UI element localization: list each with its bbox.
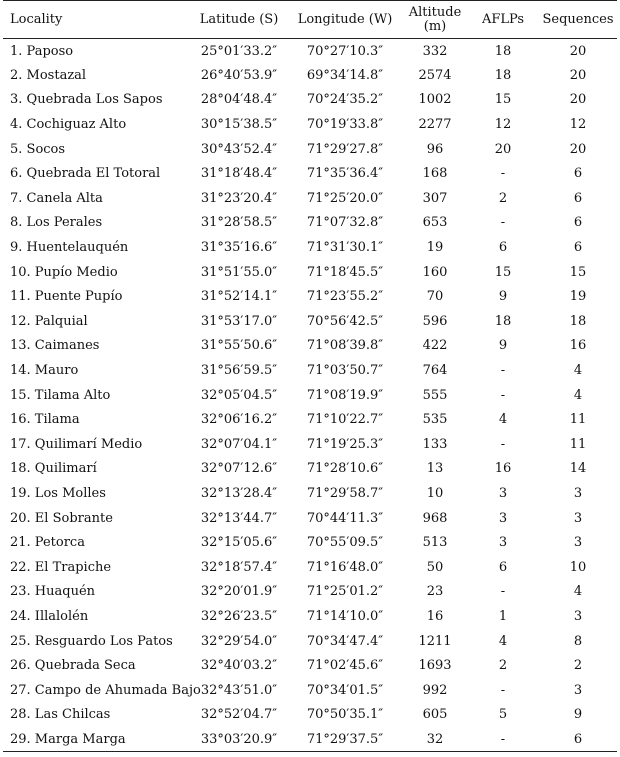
- table-row: [3, 137, 617, 162]
- cell-altitude: 50: [426, 559, 444, 575]
- cell-latitude: 32°05′04.5″: [200, 387, 278, 403]
- table-row: [3, 457, 617, 482]
- cell-locality: 8. Los Perales: [10, 215, 103, 231]
- table-row: [3, 334, 617, 359]
- table-row: [3, 383, 617, 408]
- cell-locality: 2. Mostazal: [10, 67, 87, 83]
- cell-sequences: 19: [569, 289, 587, 305]
- cell-aflps: -: [500, 166, 506, 182]
- cell-altitude: 2574: [418, 67, 452, 83]
- cell-aflps: 2: [498, 658, 508, 674]
- cell-locality: 14. Mauro: [10, 363, 79, 379]
- cell-altitude: 96: [426, 141, 444, 157]
- cell-aflps: 1: [498, 608, 508, 624]
- cell-locality: 13. Caimanes: [10, 338, 100, 354]
- cell-locality: 29. Marga Marga: [3, 727, 191, 752]
- table-row: [3, 555, 617, 580]
- cell-locality: 19. Los Molles: [10, 485, 106, 501]
- cell-longitude: 71°31′30.1″: [306, 240, 384, 256]
- cell-aflps: 4: [498, 412, 508, 428]
- cell-altitude: 13: [426, 461, 444, 477]
- cell-sequences: 20: [569, 43, 587, 59]
- cell-sequences: 14: [569, 461, 587, 477]
- table-row: [3, 703, 617, 728]
- cell-sequences: 2: [573, 658, 583, 674]
- cell-latitude: 32°29′54.0″: [200, 633, 278, 649]
- cell-sequences: 6: [573, 166, 583, 182]
- cell-latitude: 31°18′48.4″: [200, 166, 278, 182]
- header-aflps: AFLPs: [467, 1, 539, 39]
- table-row: [3, 653, 617, 678]
- cell-altitude: 133: [422, 436, 448, 452]
- cell-aflps: -: [467, 727, 539, 752]
- cell-altitude: 70: [426, 289, 444, 305]
- cell-longitude: 71°29′27.8″: [306, 141, 384, 157]
- cell-latitude: 28°04′48.4″: [200, 92, 278, 108]
- cell-latitude: 32°43′51.0″: [200, 682, 278, 698]
- cell-locality: 22. El Trapiche: [10, 559, 112, 575]
- cell-aflps: -: [500, 363, 506, 379]
- cell-altitude: 1002: [418, 92, 452, 108]
- table-row: [3, 63, 617, 88]
- cell-latitude: 31°56′59.5″: [200, 363, 278, 379]
- cell-latitude: 31°53′17.0″: [200, 313, 278, 329]
- cell-locality: 28. Las Chilcas: [10, 707, 111, 723]
- cell-altitude: 10: [426, 485, 444, 501]
- cell-aflps: -: [500, 436, 506, 452]
- cell-locality: 10. Pupío Medio: [10, 264, 118, 280]
- cell-sequences: 6: [539, 727, 617, 752]
- cell-sequences: 3: [573, 535, 583, 551]
- table-row: [3, 629, 617, 654]
- header-row: [3, 1, 617, 39]
- cell-altitude: 764: [422, 363, 448, 379]
- table-row: [3, 604, 617, 629]
- cell-sequences: 11: [569, 412, 587, 428]
- cell-longitude: 70°27′10.3″: [306, 43, 384, 59]
- cell-aflps: 9: [498, 289, 508, 305]
- cell-aflps: 16: [494, 461, 512, 477]
- cell-longitude: 71°18′45.5″: [306, 264, 384, 280]
- cell-latitude: 30°43′52.4″: [200, 141, 278, 157]
- cell-aflps: 15: [494, 92, 512, 108]
- table-row: [3, 309, 617, 334]
- cell-locality: 9. Huentelauquén: [10, 240, 129, 256]
- cell-sequences: 4: [573, 584, 583, 600]
- cell-longitude: 70°50′35.1″: [306, 707, 384, 723]
- cell-latitude: 32°15′05.6″: [200, 535, 278, 551]
- cell-latitude: 25°01′33.2″: [200, 43, 278, 59]
- table-row: [3, 235, 617, 260]
- cell-aflps: 15: [494, 264, 512, 280]
- table-row: [3, 530, 617, 555]
- cell-longitude: 71°03′50.7″: [306, 363, 384, 379]
- table-row: [3, 580, 617, 605]
- cell-longitude: 71°35′36.4″: [306, 166, 384, 182]
- cell-locality: 11. Puente Pupío: [10, 289, 123, 305]
- cell-aflps: 9: [498, 338, 508, 354]
- cell-latitude: 33°03′20.9″: [191, 727, 287, 752]
- cell-locality: 7. Canela Alta: [10, 190, 103, 206]
- cell-sequences: 3: [573, 510, 583, 526]
- cell-altitude: 168: [422, 166, 448, 182]
- header-sequences: Sequences: [539, 1, 617, 39]
- cell-longitude: 69°34′14.8″: [306, 67, 384, 83]
- cell-altitude: 32: [403, 727, 467, 752]
- cell-longitude: 71°23′55.2″: [306, 289, 384, 305]
- header-latitude: Latitude (S): [191, 1, 287, 39]
- cell-locality: 24. Illalolén: [10, 608, 89, 624]
- cell-sequences: 15: [569, 264, 587, 280]
- cell-altitude: 653: [422, 215, 448, 231]
- cell-latitude: 31°28′58.5″: [200, 215, 278, 231]
- table-row: [3, 432, 617, 457]
- cell-sequences: 16: [569, 338, 587, 354]
- cell-locality: 15. Tilama Alto: [10, 387, 111, 403]
- table-row: [3, 186, 617, 211]
- cell-latitude: 32°40′03.2″: [200, 658, 278, 674]
- cell-locality: 21. Petorca: [10, 535, 85, 551]
- cell-longitude: 70°24′35.2″: [306, 92, 384, 108]
- cell-aflps: -: [500, 215, 506, 231]
- locality-table: [3, 0, 617, 752]
- cell-altitude: 513: [422, 535, 448, 551]
- cell-sequences: 18: [569, 313, 587, 329]
- cell-altitude: 968: [422, 510, 448, 526]
- cell-latitude: 31°51′55.0″: [200, 264, 278, 280]
- cell-sequences: 4: [573, 363, 583, 379]
- cell-longitude: 71°19′25.3″: [306, 436, 384, 452]
- cell-altitude: 307: [422, 190, 448, 206]
- cell-altitude: 2277: [418, 117, 452, 133]
- cell-locality: 23. Huaquén: [10, 584, 96, 600]
- cell-locality: 12. Palquial: [10, 313, 88, 329]
- cell-latitude: 32°07′12.6″: [200, 461, 278, 477]
- cell-longitude: 71°16′48.0″: [306, 559, 384, 575]
- cell-longitude: 71°14′10.0″: [306, 608, 384, 624]
- cell-aflps: 20: [494, 141, 512, 157]
- cell-altitude: 535: [422, 412, 448, 428]
- cell-sequences: 3: [573, 608, 583, 624]
- cell-latitude: 32°20′01.9″: [200, 584, 278, 600]
- cell-longitude: 70°55′09.5″: [306, 535, 384, 551]
- cell-aflps: 3: [498, 535, 508, 551]
- table-row: [3, 260, 617, 285]
- cell-locality: 27. Campo de Ahumada Bajo: [10, 682, 201, 698]
- table-header: [3, 1, 617, 39]
- cell-latitude: 31°23′20.4″: [200, 190, 278, 206]
- cell-sequences: 20: [569, 92, 587, 108]
- cell-locality: 5. Socos: [10, 141, 66, 157]
- cell-latitude: 26°40′53.9″: [200, 67, 278, 83]
- cell-altitude: 332: [422, 43, 448, 59]
- cell-locality: 4. Cochiguaz Alto: [10, 117, 127, 133]
- cell-sequences: 6: [573, 215, 583, 231]
- cell-locality: 25. Resguardo Los Patos: [10, 633, 173, 649]
- cell-sequences: 8: [573, 633, 583, 649]
- cell-aflps: 5: [498, 707, 508, 723]
- table-row: [3, 161, 617, 186]
- table-row: [3, 506, 617, 531]
- cell-sequences: 9: [573, 707, 583, 723]
- cell-sequences: 4: [573, 387, 583, 403]
- table-row: [3, 211, 617, 236]
- cell-altitude: 16: [426, 608, 444, 624]
- cell-sequences: 20: [569, 141, 587, 157]
- cell-latitude: 31°55′50.6″: [200, 338, 278, 354]
- cell-longitude: 71°25′20.0″: [306, 190, 384, 206]
- cell-locality: 26. Quebrada Seca: [10, 658, 136, 674]
- cell-aflps: 4: [498, 633, 508, 649]
- header-locality: Locality: [3, 1, 191, 39]
- cell-locality: 3. Quebrada Los Sapos: [10, 92, 163, 108]
- cell-longitude: 70°34′01.5″: [306, 682, 384, 698]
- header-altitude: Altitude (m): [403, 1, 467, 39]
- cell-sequences: 12: [569, 117, 587, 133]
- cell-latitude: 32°52′04.7″: [200, 707, 278, 723]
- cell-aflps: -: [500, 682, 506, 698]
- cell-aflps: 3: [498, 510, 508, 526]
- cell-longitude: 71°28′10.6″: [306, 461, 384, 477]
- cell-aflps: 6: [498, 240, 508, 256]
- cell-longitude: 71°02′45.6″: [306, 658, 384, 674]
- cell-latitude: 32°06′16.2″: [200, 412, 278, 428]
- table-row: [3, 727, 617, 752]
- cell-aflps: 18: [494, 43, 512, 59]
- cell-longitude: 71°07′32.8″: [306, 215, 384, 231]
- cell-locality: 18. Quilimarí: [10, 461, 97, 477]
- cell-altitude: 19: [426, 240, 444, 256]
- cell-altitude: 992: [422, 682, 448, 698]
- table-row: [3, 678, 617, 703]
- cell-aflps: 3: [498, 485, 508, 501]
- cell-sequences: 10: [569, 559, 587, 575]
- cell-aflps: -: [500, 387, 506, 403]
- cell-longitude: 71°08′39.8″: [306, 338, 384, 354]
- cell-longitude: 71°10′22.7″: [306, 412, 384, 428]
- table-row: [3, 284, 617, 309]
- cell-locality: 1. Paposo: [10, 43, 74, 59]
- table-row: [3, 358, 617, 383]
- cell-altitude: 605: [422, 707, 448, 723]
- cell-longitude: 71°29′37.5″: [287, 727, 403, 752]
- cell-aflps: 12: [494, 117, 512, 133]
- cell-altitude: 1693: [418, 658, 452, 674]
- cell-latitude: 31°52′14.1″: [200, 289, 278, 305]
- cell-sequences: 3: [573, 485, 583, 501]
- cell-aflps: -: [500, 584, 506, 600]
- cell-sequences: 6: [573, 190, 583, 206]
- table-body: [3, 39, 617, 752]
- cell-locality: 20. El Sobrante: [10, 510, 113, 526]
- cell-locality: 6. Quebrada El Totoral: [10, 166, 161, 182]
- cell-aflps: 6: [498, 559, 508, 575]
- cell-locality: 16. Tilama: [10, 412, 80, 428]
- cell-aflps: 2: [498, 190, 508, 206]
- cell-latitude: 32°18′57.4″: [200, 559, 278, 575]
- table-row: [3, 407, 617, 432]
- cell-sequences: 6: [573, 240, 583, 256]
- table-row: [3, 88, 617, 113]
- table-row: [3, 39, 617, 64]
- table-row: [3, 481, 617, 506]
- cell-longitude: 70°34′47.4″: [306, 633, 384, 649]
- cell-aflps: 18: [494, 313, 512, 329]
- cell-longitude: 71°29′58.7″: [306, 485, 384, 501]
- cell-sequences: 11: [569, 436, 587, 452]
- cell-sequences: 20: [569, 67, 587, 83]
- cell-locality: 17. Quilimarí Medio: [10, 436, 143, 452]
- cell-altitude: 596: [422, 313, 448, 329]
- cell-longitude: 70°44′11.3″: [306, 510, 384, 526]
- cell-longitude: 71°08′19.9″: [306, 387, 384, 403]
- cell-longitude: 71°25′01.2″: [306, 584, 384, 600]
- header-longitude: Longitude (W): [287, 1, 403, 39]
- cell-latitude: 32°26′23.5″: [200, 608, 278, 624]
- cell-aflps: 18: [494, 67, 512, 83]
- cell-altitude: 1211: [418, 633, 452, 649]
- cell-longitude: 70°19′33.8″: [306, 117, 384, 133]
- cell-latitude: 31°35′16.6″: [200, 240, 278, 256]
- cell-altitude: 422: [422, 338, 448, 354]
- cell-latitude: 30°15′38.5″: [200, 117, 278, 133]
- table-row: [3, 112, 617, 137]
- cell-latitude: 32°13′28.4″: [200, 485, 278, 501]
- cell-sequences: 3: [573, 682, 583, 698]
- cell-latitude: 32°13′44.7″: [200, 510, 278, 526]
- cell-altitude: 555: [422, 387, 448, 403]
- cell-altitude: 160: [422, 264, 448, 280]
- cell-latitude: 32°07′04.1″: [200, 436, 278, 452]
- cell-longitude: 70°56′42.5″: [306, 313, 384, 329]
- cell-altitude: 23: [426, 584, 444, 600]
